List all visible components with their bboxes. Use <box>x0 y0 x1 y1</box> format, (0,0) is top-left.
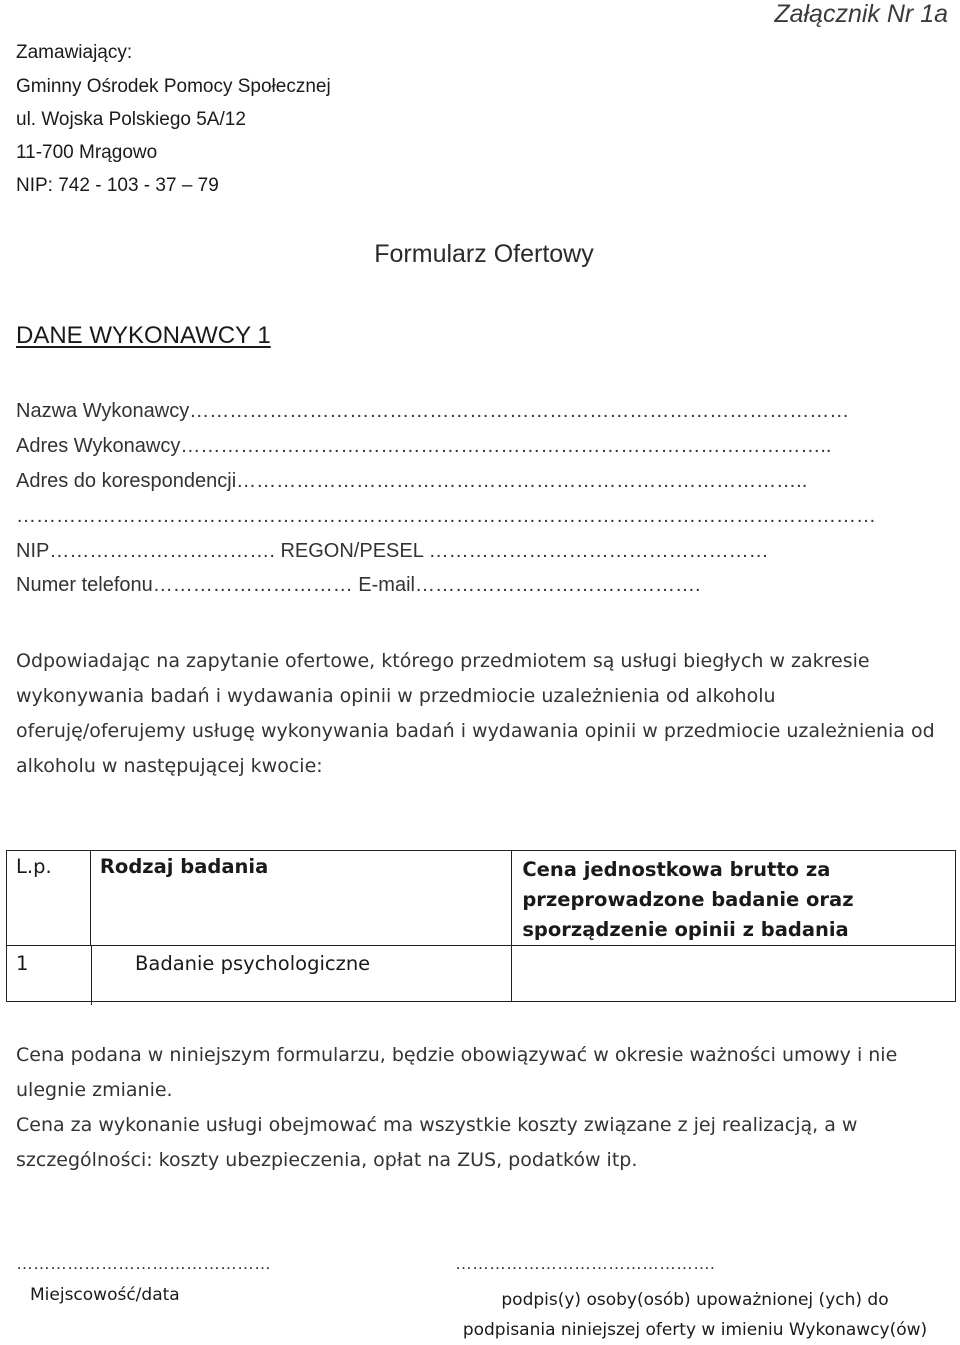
contractor-heading: DANE WYKONAWCY 1 <box>16 322 271 349</box>
header-exam-type: Rodzaj badania <box>90 851 511 946</box>
row-unit-price-input[interactable] <box>512 946 956 1002</box>
place-date-line[interactable]: ……………………………………… <box>16 1254 271 1273</box>
offer-intro-text: Odpowiadając na zapytanie ofertowe, którego przedmiotem są usługi biegłych w zakresie wykonywania badań i wydawania opinii w przedmiocie uzależnienia od alkoholu oferuję/oferujemy usługę wykonywania badań i wydawania opinii w przedmiocie uzależnienia od alkoholu w następującej kwocie: <box>16 650 935 777</box>
header-lp: L.p. <box>7 851 91 946</box>
nip-regon-field[interactable]: NIP……………………………. REGON/PESEL …………………………………………… <box>16 540 769 562</box>
row-number: 1 <box>16 952 29 975</box>
signature-line[interactable]: ………………………………………. <box>455 1254 715 1273</box>
buyer-nip: NIP: 742 - 103 - 37 – 79 <box>16 175 219 196</box>
phone-email-field[interactable]: Numer telefonu………………………… E-mail……………………………………. <box>16 574 701 596</box>
contractor-address-field[interactable]: Adres Wykonawcy…………………………………………………………………………………….. <box>16 435 832 457</box>
buyer-street: ul. Wojska Polskiego 5A/12 <box>16 109 246 130</box>
buyer-label: Zamawiający: <box>16 42 133 63</box>
contractor-name-field[interactable]: Nazwa Wykonawcy……………………………………………………………………………………… <box>16 400 850 422</box>
buyer-city: 11-700 Mrągowo <box>16 142 158 163</box>
header-unit-price: Cena jednostkowa brutto za przeprowadzone badanie oraz sporządzenie opinii z badania <box>512 851 956 946</box>
table-row <box>7 946 956 1002</box>
price-validity-note: Cena podana w niniejszym formularzu, będzie obowiązywać w okresie ważności umowy i nie ulegnie zmianie. <box>16 1044 898 1101</box>
price-table <box>6 850 956 1002</box>
row-exam <box>7 946 512 1002</box>
correspondence-address-continuation[interactable]: ………………………………………………………………………………………………………………… <box>16 505 876 527</box>
correspondence-address-field[interactable]: Adres do korespondencji………………………………………………………………………….. <box>16 470 808 492</box>
place-date-label: Miejscowość/data <box>30 1285 180 1305</box>
price-scope-note: Cena za wykonanie usługi obejmować ma wszystkie koszty związane z jej realizacją, a w szczególności: koszty ubezpieczenia, opłat na ZUS, podatków itp. <box>16 1114 858 1171</box>
row-exam-type: Badanie psychologiczne <box>135 952 371 975</box>
buyer-name: Gminny Ośrodek Pomocy Społecznej <box>16 76 331 97</box>
column-divider <box>91 945 92 1005</box>
form-title: Formularz Ofertowy <box>374 240 594 268</box>
annex-label: Załącznik Nr 1a <box>774 0 948 28</box>
signature-caption: podpis(y) osoby(osób) upoważnionej (ych) do podpisania niniejszej oferty w imieniu Wykonawcy(ów) <box>462 1290 928 1340</box>
table-header-row <box>7 851 956 946</box>
